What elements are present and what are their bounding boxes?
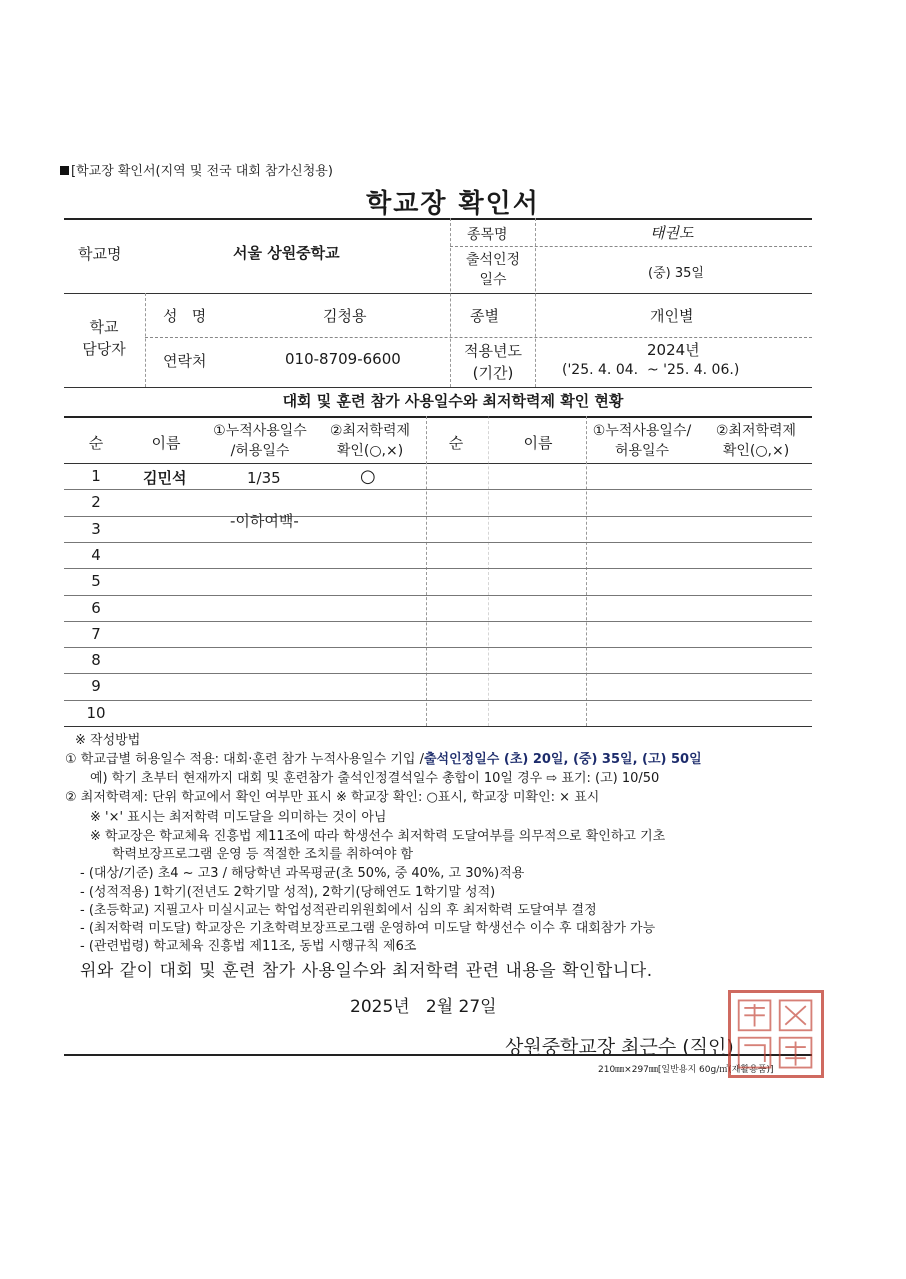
status-table-top [64, 416, 812, 418]
row-number: 7 [91, 624, 101, 643]
table-row [64, 700, 812, 701]
divider [488, 416, 489, 726]
divider [426, 416, 427, 726]
attendance-label-line-1: 출석인정 [465, 252, 521, 268]
attendance-value: (중) 35일 [648, 266, 704, 281]
manager-label-line-1: 학교 [89, 318, 119, 336]
divider [450, 246, 812, 247]
note-2-sub-2a: ※ 학교장은 학교체육 진흥법 제11조에 따라 학생선수 최저학력 도달여부를 의무적으로 확인하고 기초 [90, 829, 666, 844]
col-min-right-line-2: 확인(○,×) [722, 443, 790, 459]
header-bottom-line [64, 463, 812, 464]
contact-value: 010-8709-6600 [285, 350, 401, 368]
date: 2025년 2월 27일 [350, 997, 497, 1017]
entry-name: 김민석 [143, 469, 187, 487]
note-1-example: 예) 학기 초부터 현재까지 대회 및 훈련참가 출석인정결석일수 총합이 10일 경우 ⇨ 표기: (고) 10/50 [90, 771, 660, 786]
col-no-right: 순 [448, 434, 464, 452]
contact-label: 연락처 [163, 352, 207, 370]
year-label [453, 340, 533, 384]
table-row [64, 542, 812, 543]
detail-2: - (성적적용) 1학기(전년도 2학기말 성적), 2학기(당해연도 1학기말 성적) [80, 885, 496, 900]
paper-note: 210㎜×297㎜[일반용지 60g/㎡(재활용품)] [598, 1065, 774, 1075]
note-1-bold: 출석인정일수 (초) 20일, (중) 35일, (고) 50일 [424, 752, 702, 767]
bottom-border [64, 1054, 812, 1056]
table-row [64, 516, 812, 517]
note-2-sub-1: ※ '×' 표시는 최저학력 미도달을 의미하는 것이 아님 [90, 810, 387, 825]
col-no: 순 [88, 434, 104, 452]
table-row [64, 489, 812, 490]
col-days [206, 421, 314, 461]
note-2: ② 최저학력제: 단위 학교에서 확인 여부만 표시 ※ 학교장 확인: ○표시, 학교장 미확인: × 표시 [65, 790, 600, 805]
page-title: 학교장 확인서 [366, 189, 540, 219]
col-days-line-2: /허용일수 [230, 443, 290, 459]
attendance-label [453, 250, 533, 290]
divider [535, 218, 536, 387]
table-row [64, 647, 812, 648]
confirm-text: 위와 같이 대회 및 훈련 참가 사용일수와 최저학력 관련 내용을 확인합니다. [80, 961, 653, 981]
col-days-right-line-1: ①누적사용일수/ [592, 423, 692, 439]
row-number: 3 [91, 519, 101, 538]
blank-note: -이하여백- [230, 512, 299, 530]
category-label: 종별 [470, 307, 499, 325]
table-top-border [64, 218, 812, 220]
row-number: 4 [91, 545, 101, 564]
note-2-sub-2b: 학력보장프로그램 운영 등 적절한 조치를 취하여야 함 [112, 847, 414, 862]
name-value: 김청용 [323, 307, 367, 325]
square-bullet-icon [60, 166, 69, 175]
col-name-right: 이름 [523, 434, 553, 452]
detail-3: - (초등학교) 지필고사 미실시교는 학업성적관리위원회에서 심의 후 최저학력 도달여부 결정 [80, 903, 597, 918]
divider [145, 293, 146, 387]
col-days-right-line-2: 허용일수 [614, 443, 670, 459]
col-min-right [700, 421, 812, 461]
year-label-line-1: 적용년도 [464, 342, 522, 360]
note-1-prefix: ① 학교급별 허용일수 적용: 대회·훈련 참가 누적사용일수 기입 / [65, 752, 424, 767]
school-name-label: 학교명 [78, 245, 122, 263]
row-number: 5 [91, 572, 101, 591]
col-days-line-1: ①누적사용일수 [213, 423, 307, 439]
status-title: 대회 및 훈련 참가 사용일수와 최저학력제 확인 현황 [282, 392, 624, 410]
row-number: 1 [91, 467, 101, 485]
year-value: 2024년 [647, 341, 700, 359]
table-row [64, 673, 812, 674]
col-name: 이름 [151, 434, 181, 452]
seal-glyph-icon [731, 993, 821, 1075]
official-seal-icon [728, 990, 824, 1078]
attendance-label-line-2: 일수 [479, 272, 507, 288]
name-label: 성 명 [163, 307, 207, 325]
note-1 [65, 748, 702, 767]
detail-4: - (최저학력 미도달) 학교장은 기초학력보장프로그램 운영하여 미도달 학생선수 이수 후 대회참가 가능 [80, 921, 656, 936]
notes-header: ※ 작성방법 [75, 733, 141, 748]
col-min-right-line-1: ②최저학력제 [715, 423, 797, 439]
sport-label: 종목명 [467, 227, 508, 243]
entry-days: 1/35 [247, 469, 281, 487]
category-value: 개인별 [650, 307, 694, 325]
row-number: 8 [91, 651, 101, 670]
entry-mark: ○ [360, 466, 376, 487]
detail-5: - (관련법령) 학교체육 진흥법 제11조, 동법 시행규칙 제6조 [80, 939, 417, 954]
detail-1: - (대상/기준) 초4 ~ 고3 / 해당학년 과목평균(초 50%, 중 40%, 고 30%)적용 [80, 866, 525, 881]
col-min-line-1: ②최저학력제 [329, 423, 411, 439]
row-number: 10 [86, 703, 106, 722]
divider [145, 337, 812, 338]
col-min-line-2: 확인(○,×) [336, 443, 404, 459]
row-number: 2 [91, 493, 101, 512]
divider [586, 416, 587, 726]
school-name-value: 서울 상원중학교 [233, 244, 340, 262]
manager-label-line-2: 담당자 [82, 340, 126, 358]
row-number: 6 [91, 598, 101, 617]
period-value: ('25. 4. 04. ~ '25. 4. 06.) [562, 362, 740, 378]
row-number: 9 [91, 677, 101, 696]
table-row [64, 568, 812, 569]
signer: 상원중학교장 최근수 (직인) [505, 1036, 734, 1058]
divider [64, 387, 812, 388]
col-min [316, 421, 424, 461]
divider [64, 293, 812, 294]
doc-label: [학교장 확인서(지역 및 전국 대회 참가신청용) [60, 160, 333, 179]
table-row [64, 621, 812, 622]
divider [450, 218, 451, 387]
col-days-right [586, 421, 698, 461]
manager-label [66, 316, 142, 360]
table-row [64, 595, 812, 596]
year-label-line-2: (기간) [472, 364, 514, 382]
status-table-bottom [64, 726, 812, 727]
sport-value: 태권도 [650, 224, 694, 242]
